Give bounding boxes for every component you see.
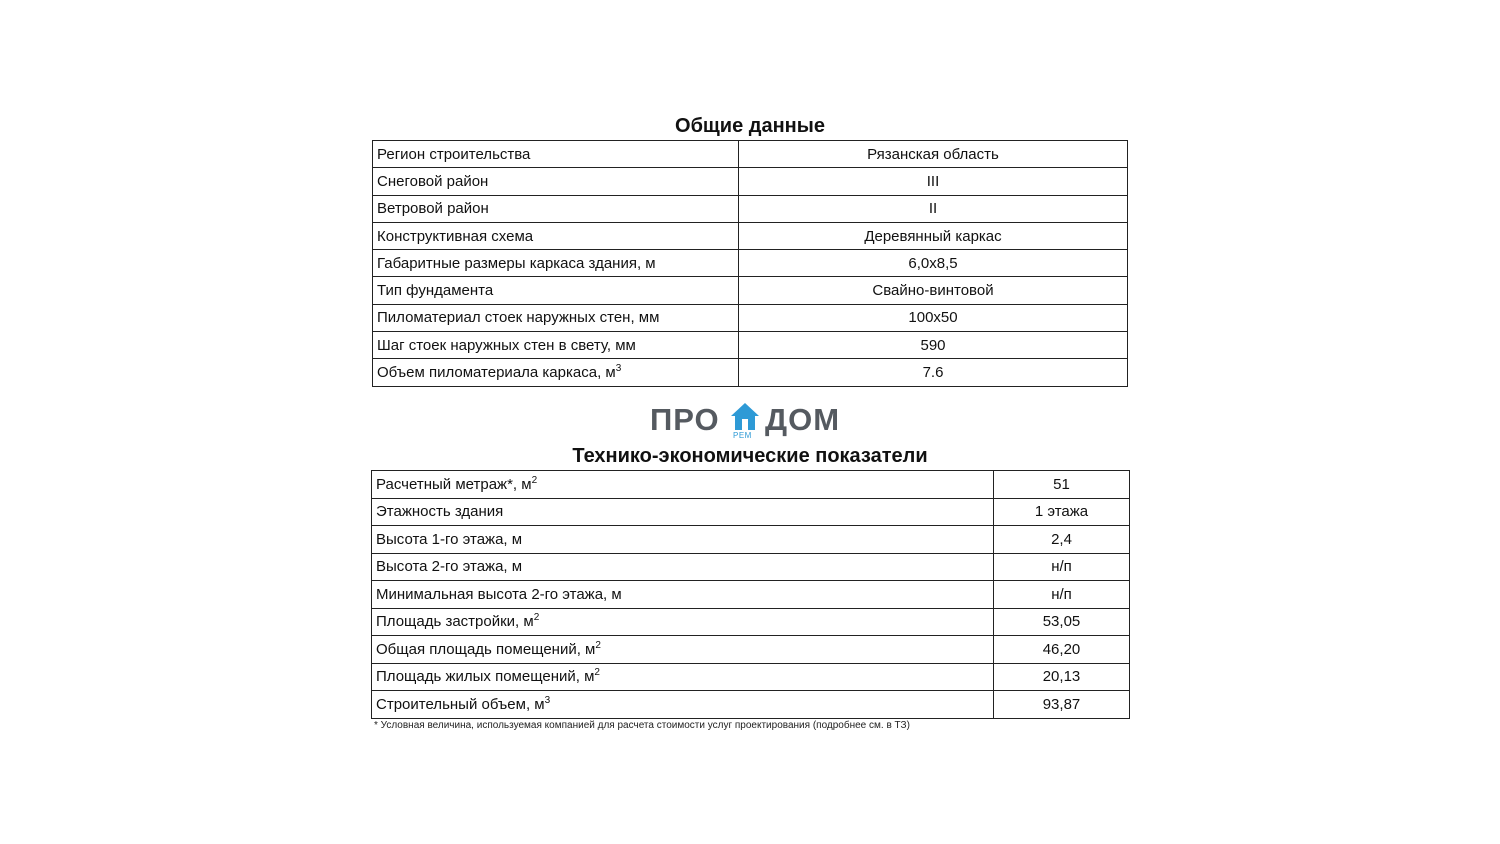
row-label: Строительный объем, $м^3$ [372,691,994,719]
table-row [373,304,1128,331]
row-label: Снеговой район [373,168,739,195]
row-value: Рязанская область [739,141,1128,168]
table-row [373,222,1128,249]
row-label: Площадь жилых помещений, $м^2$ [372,663,994,691]
row-value: 46,20 [994,636,1130,664]
row-value: н/п [994,581,1130,609]
row-value: 51 [994,471,1130,499]
row-label: Этажность здания [372,498,994,526]
row-label: Тип фундамента [373,277,739,304]
row-label: Шаг стоек наружных стен в свету, мм [373,332,739,359]
general-data-table [372,140,1128,387]
table-row [372,691,1130,719]
row-value: II [739,195,1128,222]
row-label: Общая площадь помещений, $м^2$ [372,636,994,664]
table-row [372,553,1130,581]
row-value: Свайно-винтовой [739,277,1128,304]
row-value: Деревянный каркас [739,222,1128,249]
table-row [373,332,1128,359]
tech-indicators-table [371,470,1130,719]
row-label: Площадь застройки, $м^2$ [372,608,994,636]
row-value: 7.6 [739,359,1128,386]
row-value: 20,13 [994,663,1130,691]
row-label: Расчетный метраж*, $м^2$ [372,471,994,499]
row-label: Высота 1-го этажа, м [372,526,994,554]
row-label: Конструктивная схема [373,222,739,249]
house-icon [730,402,760,432]
footnote: * Условная величина, используемая компанией для расчета стоимости услуг проектирования (подробнее см. в ТЗ) [374,720,910,731]
row-label: Ветровой район [373,195,739,222]
logo-subtext: РЕМ [733,431,752,440]
table-row [372,471,1130,499]
table-row [373,195,1128,222]
row-value: н/п [994,553,1130,581]
table-row [372,526,1130,554]
logo-word-right: ДОМ [765,402,841,437]
row-value: 93,87 [994,691,1130,719]
logo-word-left: ПРО [650,402,720,437]
table-row [373,277,1128,304]
table-row [372,636,1130,664]
table-row [373,250,1128,277]
row-label: Высота 2-го этажа, м [372,553,994,581]
row-label: Минимальная высота 2-го этажа, м [372,581,994,609]
row-value: 100х50 [739,304,1128,331]
row-label: Пиломатериал стоек наружных стен, мм [373,304,739,331]
row-label: Регион строительства [373,141,739,168]
general-data-title: Общие данные [675,115,825,137]
table-row [373,359,1128,386]
row-value: 53,05 [994,608,1130,636]
row-value: 590 [739,332,1128,359]
company-logo [650,400,850,444]
table-row [372,663,1130,691]
row-value: III [739,168,1128,195]
row-value: 6,0х8,5 [739,250,1128,277]
tech-indicators-title: Технико-экономические показатели [572,445,928,467]
row-label: Объем пиломатериала каркаса, $м^3$ [373,359,739,386]
row-label: Габаритные размеры каркаса здания, м [373,250,739,277]
row-value: 1 этажа [994,498,1130,526]
table-row [372,581,1130,609]
table-row [372,608,1130,636]
row-value: 2,4 [994,526,1130,554]
table-row [373,168,1128,195]
table-row [373,141,1128,168]
table-row [372,498,1130,526]
